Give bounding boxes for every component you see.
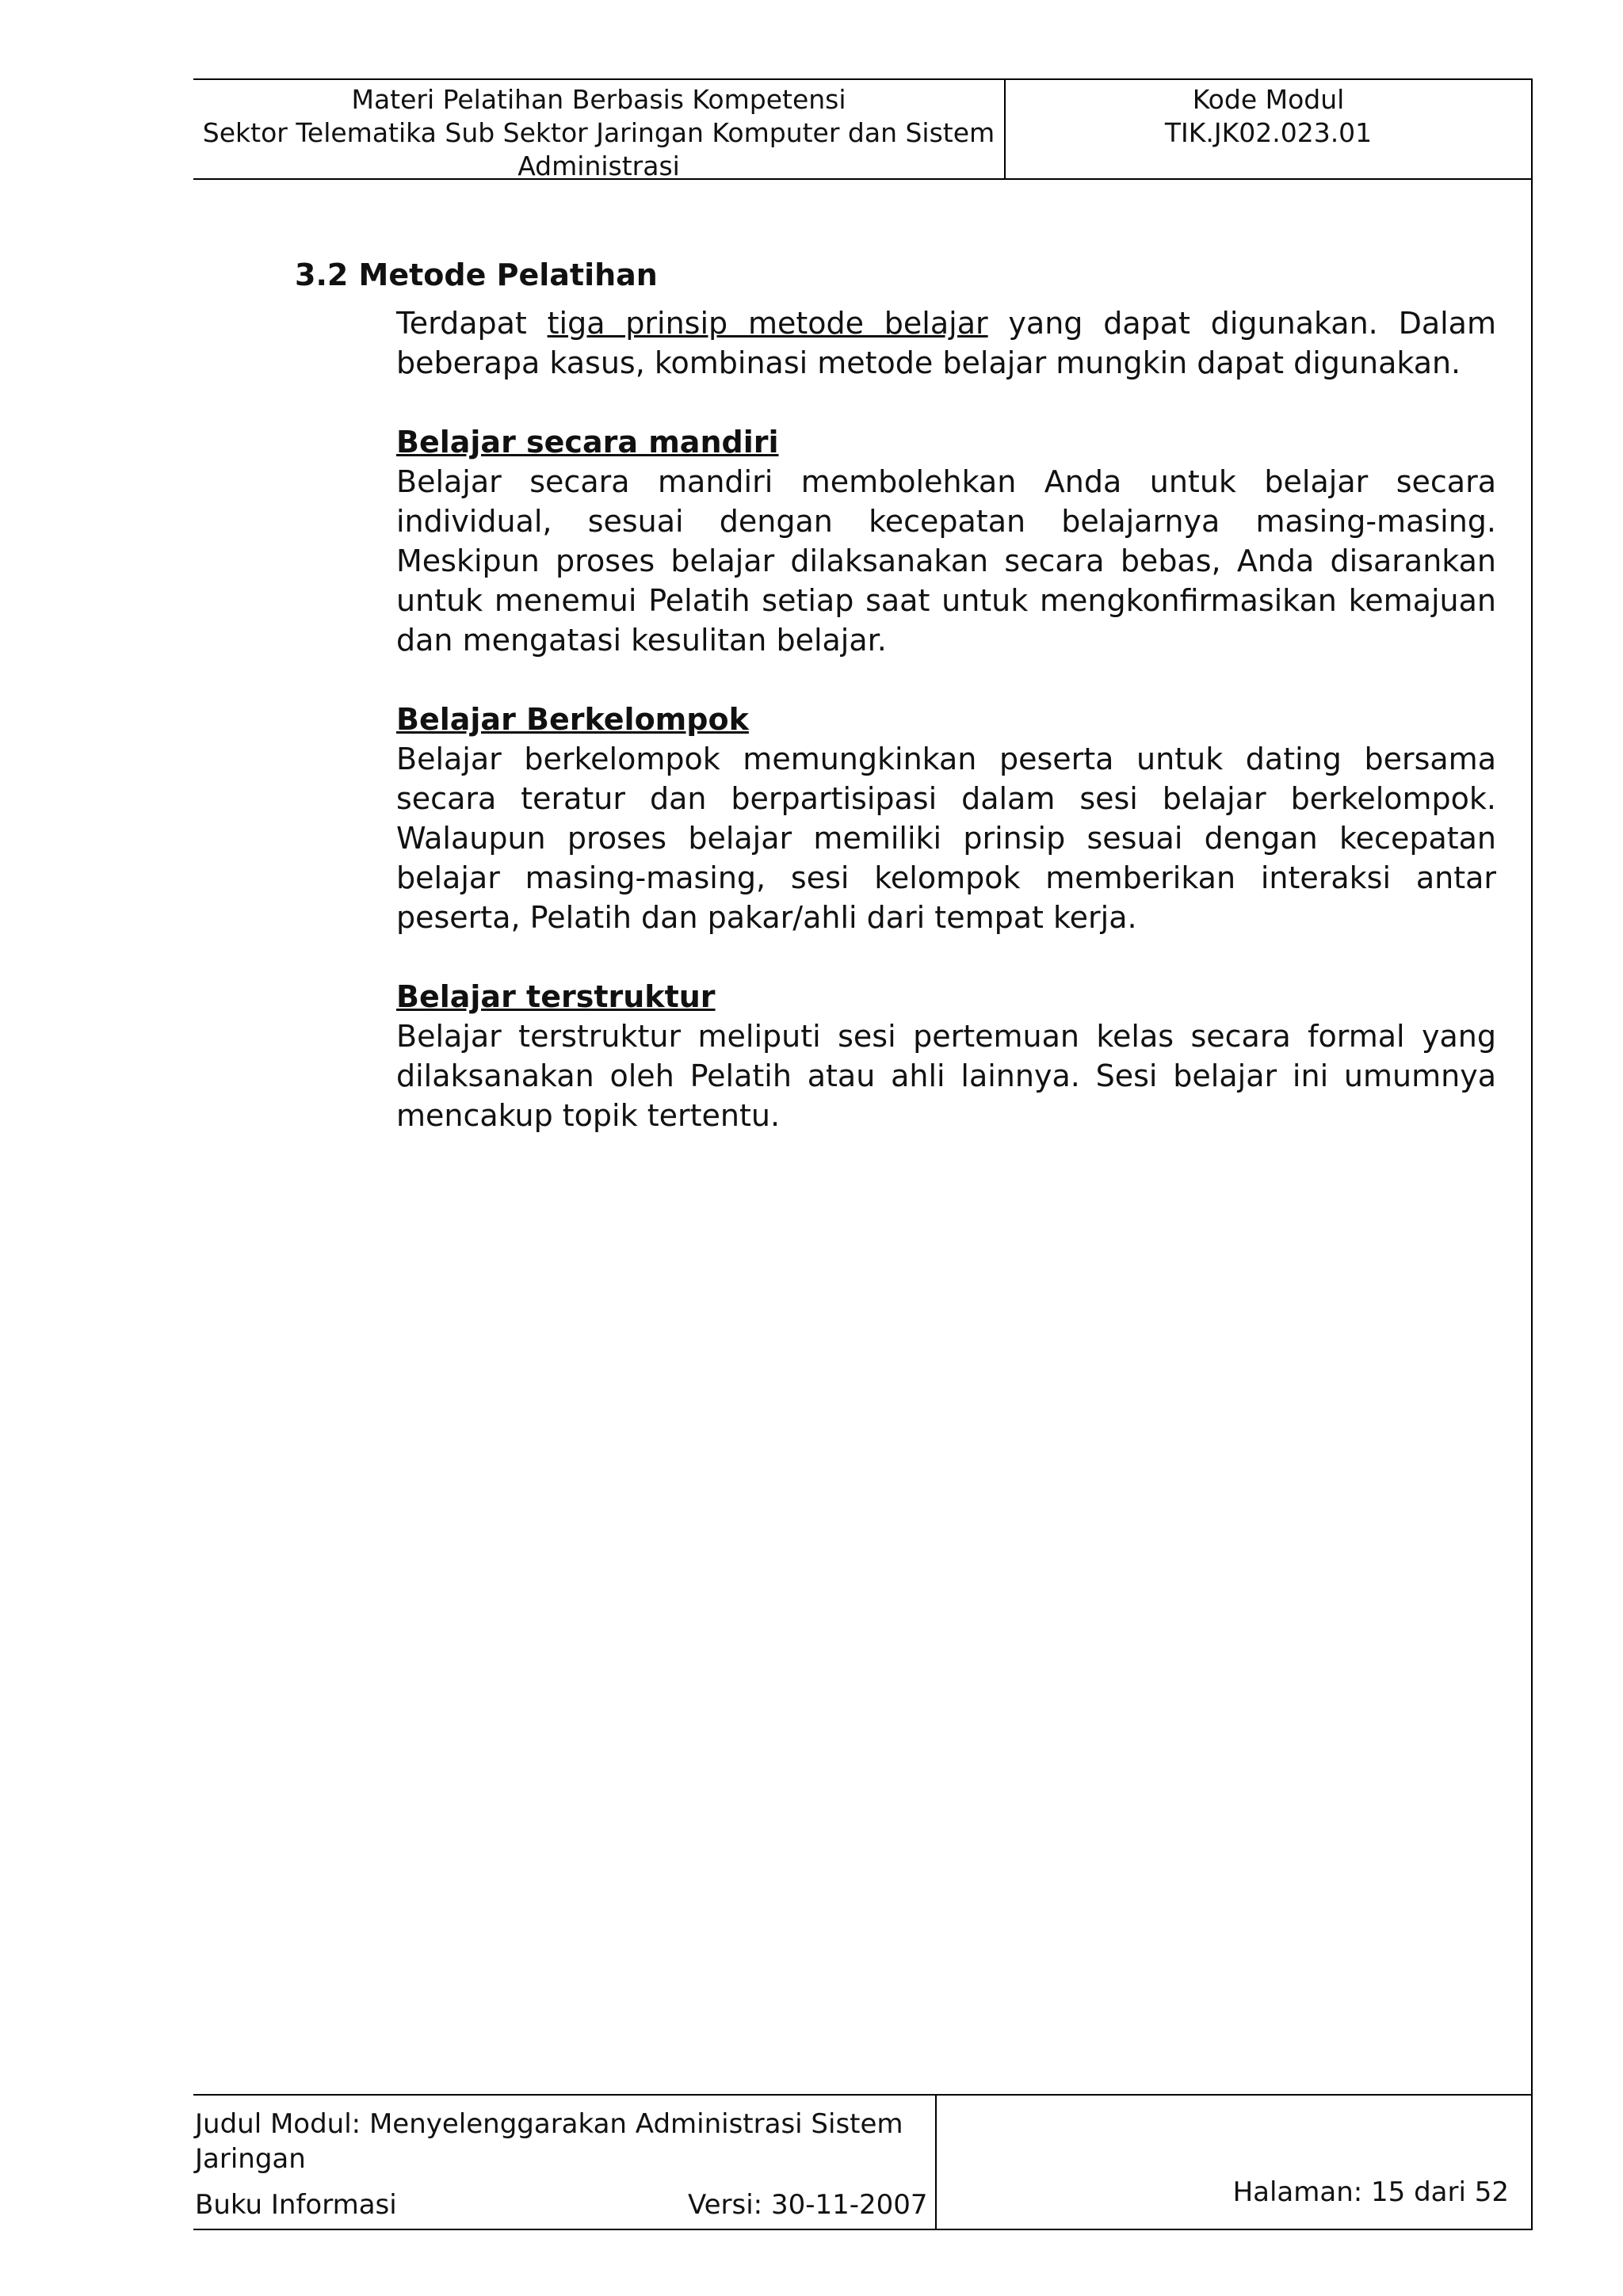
header-title-line-2: Sektor Telematika Sub Sektor Jaringan Komputer dan Sistem (202, 117, 995, 148)
header-module-code (1006, 83, 1531, 150)
method-paragraph: Belajar berkelompok memungkinkan peserta untuk dating bersama secara teratur dan berpartisipasi dalam sesi belajar berkelompok. Walaupun proses belajar memiliki prinsip sesuai dengan kecepatan belajar masing-masing, sesi kelompok memberikan interaksi antar peserta, Pelatih dan pakar/ahli dari tempat kerja. (396, 742, 1496, 935)
section-title: 3.2 Metode Pelatihan (295, 257, 658, 292)
intro-text-end: yang dapat digunakan. Dalam beberapa kasus, kombinasi metode belajar mungkin dapat digunakan. (396, 306, 1496, 380)
method-paragraph: Belajar secara mandiri membolehkan Anda untuk belajar secara individual, sesuai dengan kecepatan belajarnya masing-masing. Meskipun proses belajar dilaksanakan secara bebas, Anda disarankan untuk menemui Pelatih setiap saat untuk mengkonfirmasikan kemajuan dan mengatasi kesulitan belajar. (396, 464, 1496, 658)
footer-page-number: Halaman: 15 dari 52 (1232, 2176, 1509, 2208)
header-title-line-3: Administrasi (517, 151, 680, 181)
footer-divider (935, 2096, 937, 2229)
intro-text-start: Terdapat (396, 306, 548, 341)
method-block-terstruktur (396, 977, 1496, 1135)
footer-module-title: Judul Modul: Menyelenggarakan Administrasi Sistem Jaringan (195, 2108, 903, 2175)
footer-book-name: Buku Informasi (195, 2189, 397, 2221)
method-block-mandiri (396, 422, 1496, 660)
method-heading: Belajar Berkelompok (396, 702, 749, 737)
method-paragraph: Belajar terstruktur meliputi sesi pertemuan kelas secara formal yang dilaksanakan oleh Pelatih atau ahli lainnya. Sesi belajar ini umumnya mencakup topik tertentu. (396, 1019, 1496, 1133)
module-code-value: TIK.JK02.023.01 (1164, 117, 1373, 148)
method-heading: Belajar secara mandiri (396, 425, 779, 460)
method-block-berkelompok (396, 700, 1496, 937)
intro-paragraph (396, 303, 1496, 383)
method-heading: Belajar terstruktur (396, 979, 716, 1014)
page-footer (193, 2094, 1533, 2230)
intro-underlined-phrase: tiga prinsip metode belajar (547, 306, 988, 341)
section-content (396, 303, 1496, 1135)
header-title-line-1: Materi Pelatihan Berbasis Kompetensi (351, 84, 846, 115)
header-title (193, 83, 1004, 183)
page-header (193, 78, 1533, 180)
page-frame-right-border (1531, 180, 1533, 2094)
module-code-label: Kode Modul (1192, 84, 1345, 115)
footer-version: Versi: 30-11-2007 (688, 2189, 928, 2221)
